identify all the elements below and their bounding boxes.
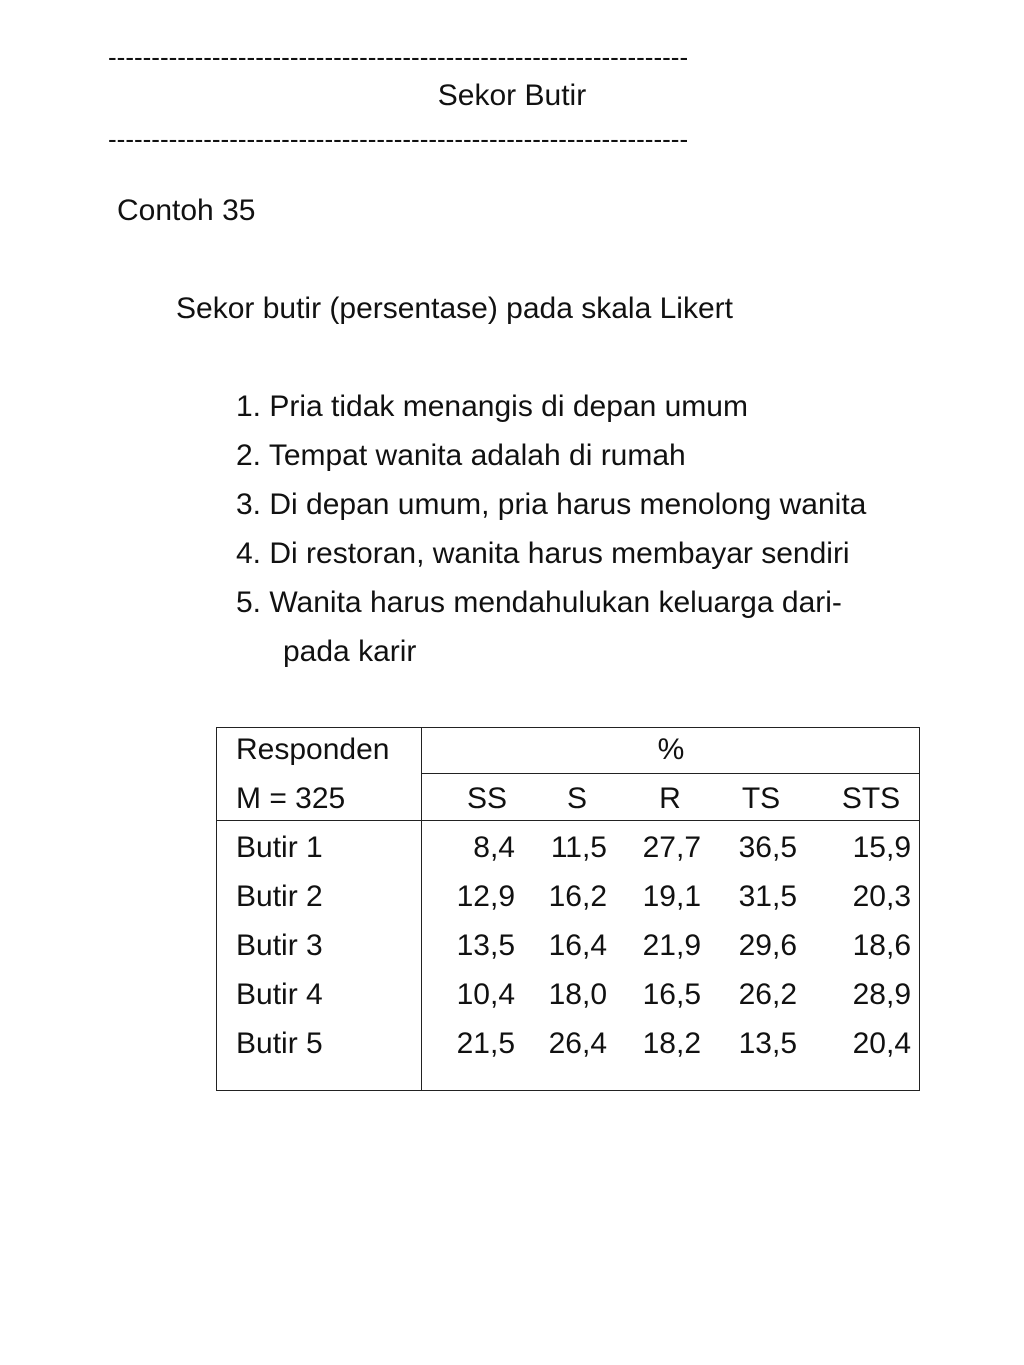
bottom-dashed-rule: ------------------------------------------------------------------- [108, 124, 689, 154]
list-item: 3. Di depan umum, pria harus menolong wanita [236, 488, 867, 521]
table-cell: 26,4 [548, 1027, 607, 1060]
row-label: Butir 2 [236, 880, 323, 913]
table-divider-header [421, 773, 919, 774]
list-item: 1. Pria tidak menangis di depan umum [236, 390, 748, 423]
table-cell: 21,5 [456, 1027, 515, 1060]
table-cell: 18,2 [642, 1027, 701, 1060]
table-cell: 13,5 [738, 1027, 797, 1060]
column-header-r: R [659, 782, 681, 815]
table-cell: 27,7 [642, 831, 701, 864]
row-label: Butir 5 [236, 1027, 323, 1060]
table-cell: 18,6 [852, 929, 911, 962]
table-cell: 8,4 [473, 831, 515, 864]
table-cell: 16,5 [642, 978, 701, 1011]
example-label: Contoh 35 [117, 194, 256, 227]
table-cell: 15,9 [852, 831, 911, 864]
column-header-sts: STS [841, 782, 901, 815]
list-item: 2. Tempat wanita adalah di rumah [236, 439, 686, 472]
percent-header: % [657, 733, 685, 766]
list-item-continuation: pada karir [283, 635, 417, 668]
respondent-header: Responden [236, 733, 390, 766]
table-divider-body [217, 820, 919, 821]
page-title: Sekor Butir [437, 79, 587, 112]
table-cell: 36,5 [738, 831, 797, 864]
table-cell: 11,5 [550, 831, 607, 864]
likert-table [216, 727, 920, 1091]
list-item: 5. Wanita harus mendahulukan keluarga dari- [236, 586, 842, 619]
table-cell: 31,5 [738, 880, 797, 913]
table-cell: 10,4 [456, 978, 515, 1011]
column-header-ss: SS [466, 782, 508, 815]
row-label: Butir 1 [236, 831, 323, 864]
column-header-s: S [566, 782, 587, 815]
table-cell: 21,9 [642, 929, 701, 962]
table-cell: 19,1 [642, 880, 701, 913]
table-cell: 20,4 [852, 1027, 911, 1060]
table-cell: 18,0 [548, 978, 607, 1011]
table-cell: 12,9 [456, 880, 515, 913]
column-header-ts: TS [741, 782, 781, 815]
table-cell: 28,9 [852, 978, 911, 1011]
row-label: Butir 3 [236, 929, 323, 962]
list-item: 4. Di restoran, wanita harus membayar sendiri [236, 537, 850, 570]
table-cell: 16,2 [548, 880, 607, 913]
table-cell: 16,4 [548, 929, 607, 962]
respondent-count: M = 325 [236, 782, 346, 815]
top-dashed-rule: ------------------------------------------------------------------- [108, 42, 689, 72]
table-cell: 29,6 [738, 929, 797, 962]
row-label: Butir 4 [236, 978, 323, 1011]
table-cell: 20,3 [852, 880, 911, 913]
table-divider-vertical [421, 728, 422, 1090]
table-cell: 26,2 [738, 978, 797, 1011]
subtitle: Sekor butir (persentase) pada skala Likert [176, 292, 733, 325]
table-cell: 13,5 [456, 929, 515, 962]
